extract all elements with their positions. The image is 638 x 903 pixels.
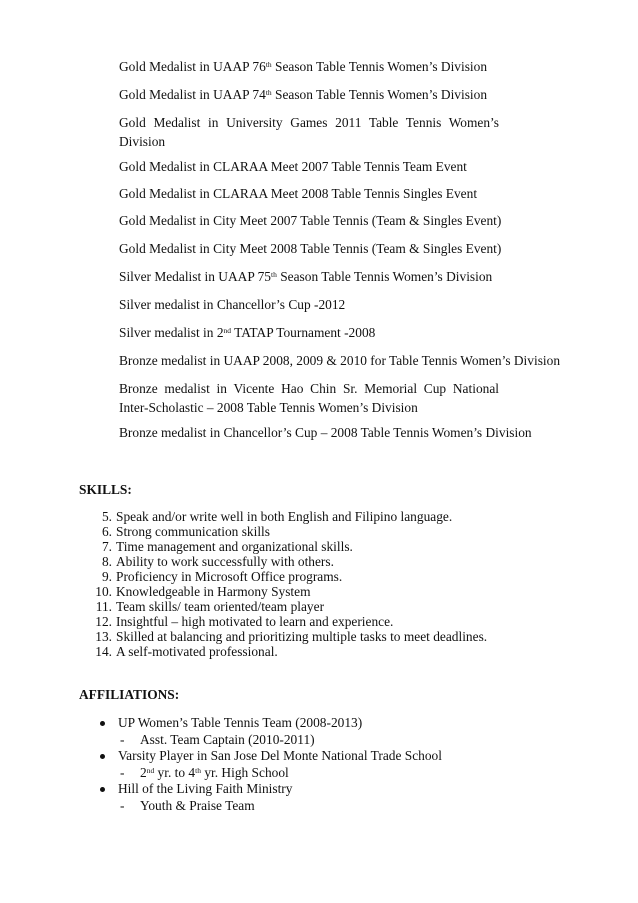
list-item: 10. Knowledgeable in Harmony System (95, 584, 311, 599)
list-item: 7. Time management and organizational skills. (101, 539, 353, 554)
list-item: 11. Team skills/ team oriented/team player (95, 599, 325, 614)
award-line: Gold Medalist in University Games 2011 Table Tennis Women’s Division (119, 115, 499, 149)
list-item: 12. Insightful – high motivated to learn and experience. (95, 614, 394, 629)
affiliations-heading: AFFILIATIONS: (79, 687, 180, 702)
award-line: Bronze medalist in UAAP 2008, 2009 & 2010 for Table Tennis Women’s Division (119, 353, 561, 368)
award-line: Gold Medalist in CLARAA Meet 2008 Table Tennis Singles Event (119, 186, 478, 201)
list-item: 6. Strong communication skills (101, 524, 270, 539)
award-line: Gold Medalist in CLARAA Meet 2007 Table Tennis Team Event (119, 159, 467, 174)
list-item: - Asst. Team Captain (2010-2011) (120, 731, 315, 747)
list-item: 14. A self-motivated professional. (95, 644, 278, 659)
bullet-icon (100, 754, 105, 759)
award-line: Gold Medalist in City Meet 2008 Table Tennis (Team & Singles Event) (119, 241, 502, 256)
award-line: Gold Medalist in UAAP 76th Season Table Tennis Women’s Division (119, 59, 488, 74)
award-line: Silver medalist in Chancellor’s Cup -2012 (119, 297, 346, 312)
award-line: Bronze medalist in Vicente Hao Chin Sr. Memorial Cup National Inter-Scholastic – 2008 Table Tennis Women’s Division (119, 381, 499, 415)
list-item: - 2nd yr. to 4th yr. High School (120, 764, 289, 780)
list-item: UP Women’s Table Tennis Team (2008-2013) (96, 715, 442, 732)
award-line: Gold Medalist in City Meet 2007 Table Tennis (Team & Singles Event) (119, 213, 502, 228)
list-item: 13. Skilled at balancing and prioritizing multiple tasks to meet deadlines. (95, 629, 488, 644)
list-item: - Youth & Praise Team (120, 797, 255, 813)
award-line: Silver medalist in 2nd TATAP Tournament -2008 (119, 325, 376, 340)
award-line: Silver Medalist in UAAP 75th Season Table Tennis Women’s Division (119, 269, 493, 284)
list-item: 9. Proficiency in Microsoft Office programs. (101, 569, 343, 584)
skills-list (80, 509, 487, 659)
list-item: Hill of the Living Faith Ministry (96, 781, 442, 798)
list-item: 8. Ability to work successfully with others. (101, 554, 334, 569)
affiliations-list (96, 715, 442, 814)
bullet-icon (100, 721, 105, 726)
list-item: Varsity Player in San Jose Del Monte National Trade School (96, 748, 442, 765)
bullet-icon (100, 787, 105, 792)
award-line: Bronze medalist in Chancellor’s Cup – 2008 Table Tennis Women’s Division (119, 425, 532, 440)
skills-heading: SKILLS: (79, 482, 132, 497)
award-line: Gold Medalist in UAAP 74th Season Table Tennis Women’s Division (119, 87, 488, 102)
list-item: 5. Speak and/or write well in both English and Filipino language. (101, 509, 453, 524)
